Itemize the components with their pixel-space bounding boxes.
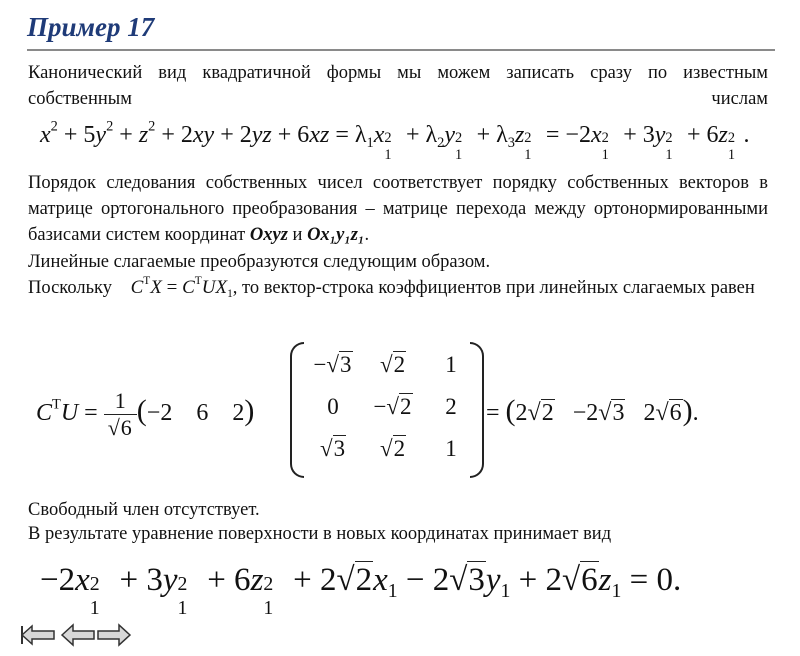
matrix-cell: 1	[445, 436, 457, 461]
matrix-right-bracket	[470, 342, 484, 478]
equation-ctx: $C^TX = C^TUX_1$	[130, 274, 233, 300]
equation-ctu-result: = (2√2 −2√3 2√6).	[486, 394, 699, 427]
since-rest: , то вектор-строка коэффициентов при линейных слагаемых равен	[232, 278, 755, 298]
arrow-right-icon	[96, 623, 132, 647]
paragraph-result	[28, 521, 768, 547]
coord-and: и	[292, 225, 303, 245]
equation-ctu-left: $C^TU$ = $\frac{1}{√6}$ (−2 6 2)	[36, 388, 255, 440]
double-arrow-left-icon	[20, 623, 56, 647]
paragraph-result-text: В результате уравнение поверхности в новых координатах принимает вид	[28, 524, 612, 544]
arrow-left-icon	[60, 623, 96, 647]
matrix-cell: 0	[327, 394, 339, 419]
paragraph-free-term-text: Свободный член отсутствует.	[28, 500, 260, 520]
transition-matrix	[298, 344, 474, 472]
coord-system-1: Oxyz	[249, 225, 288, 245]
matrix-cell: −√2	[373, 394, 412, 419]
coord-system-2: Ox₁y₁z₁	[307, 225, 365, 245]
paragraph-since	[28, 275, 768, 301]
paragraph-intro-text: Канонический вид квадратичной формы мы можем записать сразу по известным собственным числам	[28, 63, 768, 109]
page-title: Пример 17	[27, 12, 155, 42]
matrix-cell: −√3	[313, 352, 352, 377]
paragraph-linear	[28, 249, 768, 275]
since-word: Поскольку	[28, 278, 112, 298]
matrix-cell: 2	[445, 394, 457, 419]
next-slide-button[interactable]	[96, 623, 132, 647]
title-divider	[27, 49, 775, 51]
paragraph-free-term	[28, 497, 768, 523]
paragraph-linear-text: Линейные слагаемые преобразуются следующим образом.	[28, 252, 491, 272]
previous-slide-button[interactable]	[60, 623, 96, 647]
paragraph-order-text: Порядок следования собственных чисел соответствует порядку собственных векторов в матрице ортогонального преобразования – матрице перехода между ортонормированными базисами систем координат	[28, 173, 768, 245]
equation-canonical-form: $x^2 + 5y^2 + z^2 + 2xy + 2yz + 6xz = \lambda_1x$ 2 1 + $\lambda_2y$ 2 1 + $\lambda_3z$ 2 1 = −2x 2 1 + 3y 2 1 + 6z 2 1 .	[40, 118, 750, 164]
matrix-cell: 1	[445, 352, 457, 377]
paragraph-intro	[28, 60, 768, 112]
matrix-cell: √2	[379, 436, 406, 461]
fraction-one-over-sqrt6: $\frac{1}{√6}$	[104, 388, 137, 441]
first-slide-button[interactable]	[20, 623, 56, 647]
matrix-cell: √3	[319, 436, 346, 461]
equation-final: −2x 2 1 + 3y 2 1 + 6z 2 1 + $2√2x_1 - 2√3y_1 + 2√6z_1 = 0$.	[40, 562, 682, 619]
paragraph-order: Порядок следования собственных чисел соответствует порядку собственных векторов в матрице ортогонального преобразования – матрице перехода между ортонормированными базисами систем координат Oxyz и Ox₁y₁z₁.	[28, 173, 768, 245]
matrix-cell: √2	[379, 352, 406, 377]
